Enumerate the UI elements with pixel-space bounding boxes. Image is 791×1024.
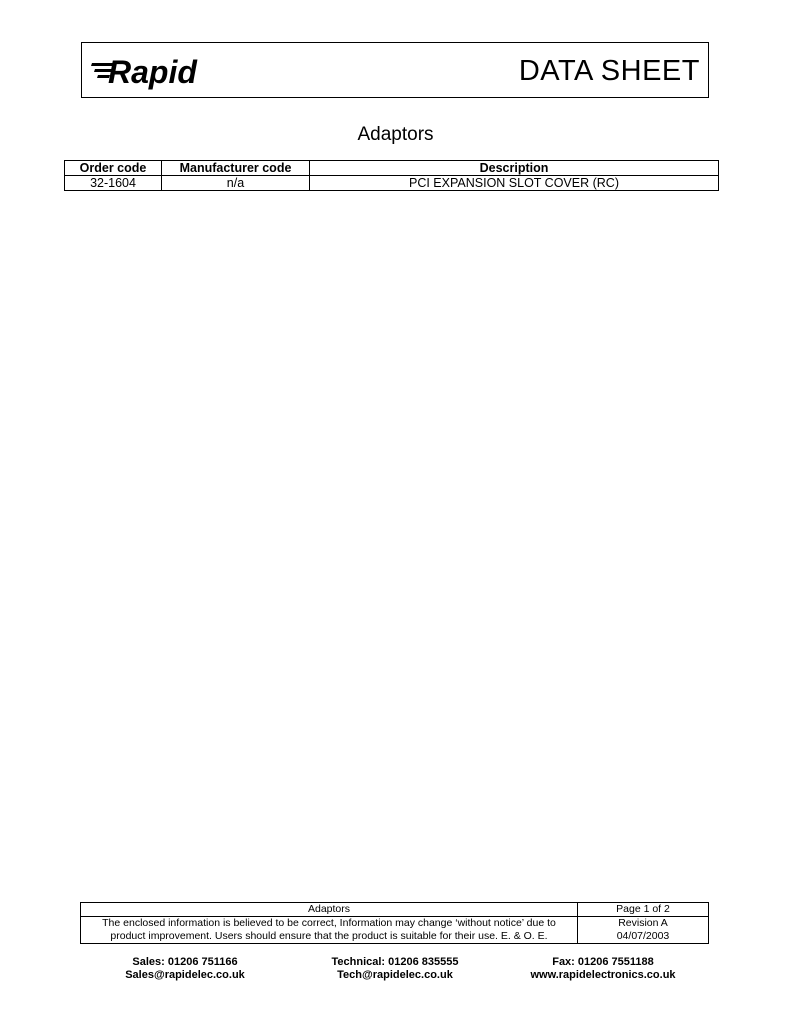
table-row bbox=[65, 176, 719, 191]
column-header-manufacturer-code: Manufacturer code bbox=[162, 161, 310, 176]
column-header-description: Description bbox=[310, 161, 719, 176]
website-link[interactable]: www.rapidelectronics.co.uk bbox=[530, 969, 676, 981]
fax-number: Fax: 01206 7551188 bbox=[552, 956, 654, 968]
technical-phone: Technical: 01206 835555 bbox=[331, 956, 459, 968]
document-header bbox=[81, 42, 709, 98]
product-table bbox=[64, 160, 719, 191]
footer-revision-info bbox=[578, 917, 709, 944]
column-header-order-code: Order code bbox=[65, 161, 162, 176]
rapid-logo bbox=[88, 51, 228, 91]
sales-email[interactable]: Sales@rapidelec.co.uk bbox=[125, 969, 245, 981]
rapid-logo-text: Rapid bbox=[108, 54, 197, 90]
manufacturer-code-cell: n/a bbox=[162, 176, 310, 191]
technical-contact bbox=[310, 956, 480, 982]
footer-page-info: Page 1 of 2 bbox=[578, 903, 709, 917]
footer-table bbox=[80, 902, 709, 944]
description-cell: PCI EXPANSION SLOT COVER (RC) bbox=[310, 176, 719, 191]
doc-type-heading: DATA SHEET bbox=[518, 55, 700, 87]
fax-contact bbox=[523, 956, 683, 982]
disclaimer-line-2: product improvement. Users should ensure that the product is suitable for their use. E. & O. E. bbox=[110, 930, 548, 942]
revision-date: 04/07/2003 bbox=[616, 930, 670, 942]
technical-email[interactable]: Tech@rapidelec.co.uk bbox=[337, 969, 453, 981]
page-title: Adaptors bbox=[357, 124, 434, 145]
sales-contact bbox=[110, 956, 260, 982]
footer-disclaimer bbox=[81, 917, 578, 944]
order-code-cell: 32-1604 bbox=[65, 176, 162, 191]
table-header-row bbox=[65, 161, 719, 176]
sales-phone: Sales: 01206 751166 bbox=[132, 956, 238, 968]
footer-doc-name: Adaptors bbox=[81, 903, 578, 917]
disclaimer-line-1: The enclosed information is believed to be correct, Information may change ‘without notice’ due to bbox=[102, 917, 556, 929]
revision-label: Revision A bbox=[618, 917, 668, 929]
